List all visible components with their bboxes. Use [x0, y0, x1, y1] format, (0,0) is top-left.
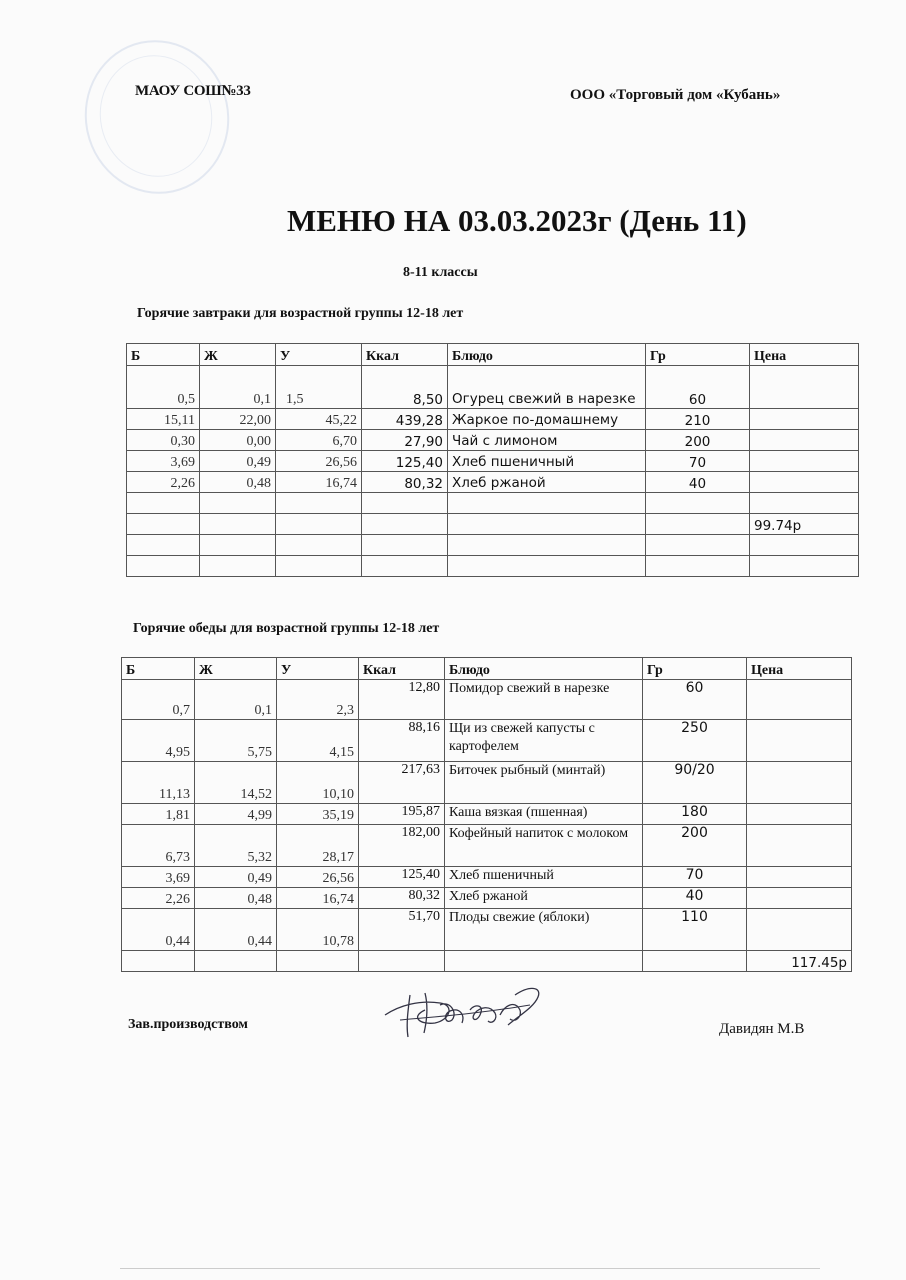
cell-price: [747, 804, 852, 825]
cell-u: 26,56: [277, 867, 359, 888]
cell-kcal: 125,40: [359, 867, 445, 888]
table-row: [122, 888, 852, 909]
cell-b: 3,69: [127, 451, 200, 472]
table-row: [122, 825, 852, 867]
col-header-dish: Блюдо: [445, 658, 643, 680]
col-header-u: У: [276, 344, 362, 366]
cell-gr: 70: [646, 451, 750, 472]
empty-row: [127, 493, 859, 514]
col-header-kcal: Ккал: [362, 344, 448, 366]
cell-u: 6,70: [276, 430, 362, 451]
cell-price: [747, 762, 852, 804]
cell-b: 15,11: [127, 409, 200, 430]
table-row: [127, 366, 859, 409]
cell-dish: Плоды свежие (яблоки): [445, 909, 643, 951]
table-row: [127, 409, 859, 430]
cell-kcal: 80,32: [362, 472, 448, 493]
cell-kcal: 182,00: [359, 825, 445, 867]
cell-price: [747, 720, 852, 762]
cell-dish: Хлеб ржаной: [448, 472, 646, 493]
cell-u: 16,74: [277, 888, 359, 909]
cell-price: [750, 472, 859, 493]
cell-gr: 180: [643, 804, 747, 825]
cell-u: 16,74: [276, 472, 362, 493]
cell-b: 0,7: [122, 680, 195, 720]
cell-zh: 0,48: [195, 888, 277, 909]
cell-gr: 210: [646, 409, 750, 430]
cell-gr: 110: [643, 909, 747, 951]
col-header-kcal: Ккал: [359, 658, 445, 680]
table-row: [127, 430, 859, 451]
cell-kcal: 217,63: [359, 762, 445, 804]
cell-zh: 0,48: [200, 472, 276, 493]
cell-kcal: 8,50: [362, 366, 448, 409]
breakfast-total: 99.74р: [750, 514, 859, 535]
table-row: [127, 472, 859, 493]
cell-dish: Щи из свежей капусты с картофелем: [445, 720, 643, 762]
cell-b: 4,95: [122, 720, 195, 762]
cell-u: 2,3: [277, 680, 359, 720]
signatory-name: Давидян М.В: [719, 1021, 805, 1037]
cell-price: [747, 909, 852, 951]
cell-u: 4,15: [277, 720, 359, 762]
cell-gr: 60: [643, 680, 747, 720]
cell-u: 35,19: [277, 804, 359, 825]
table-row: [122, 720, 852, 762]
cell-zh: 0,00: [200, 430, 276, 451]
cell-b: 2,26: [127, 472, 200, 493]
cell-price: [750, 366, 859, 409]
cell-zh: 0,49: [200, 451, 276, 472]
cell-gr: 40: [646, 472, 750, 493]
col-header-u: У: [277, 658, 359, 680]
cell-price: [750, 409, 859, 430]
grade-subtitle: 8-11 классы: [403, 265, 478, 280]
cell-zh: 0,49: [195, 867, 277, 888]
cell-dish: Помидор свежий в нарезке: [445, 680, 643, 720]
cell-u: 45,22: [276, 409, 362, 430]
table-header-row: [122, 658, 852, 680]
cell-gr: 60: [646, 366, 750, 409]
table-row: [122, 680, 852, 720]
cell-dish: Чай с лимоном: [448, 430, 646, 451]
cell-b: 2,26: [122, 888, 195, 909]
col-header-b: Б: [127, 344, 200, 366]
table-row: [122, 804, 852, 825]
cell-b: 0,30: [127, 430, 200, 451]
cell-zh: 5,75: [195, 720, 277, 762]
col-header-zh: Ж: [200, 344, 276, 366]
cell-zh: 4,99: [195, 804, 277, 825]
cell-gr: 200: [643, 825, 747, 867]
table-row: [122, 909, 852, 951]
cell-u: 10,78: [277, 909, 359, 951]
cell-dish: Биточек рыбный (минтай): [445, 762, 643, 804]
col-header-gr: Гр: [643, 658, 747, 680]
cell-price: [747, 825, 852, 867]
empty-row: [127, 535, 859, 556]
cell-gr: 250: [643, 720, 747, 762]
cell-price: [750, 451, 859, 472]
cell-price: [750, 430, 859, 451]
breakfast-section-title: Горячие завтраки для возрастной группы 12-18 лет: [137, 306, 464, 321]
cell-price: [747, 867, 852, 888]
cell-dish: Кофейный напиток с молоком: [445, 825, 643, 867]
signature-image: [380, 975, 550, 1050]
cell-dish: Хлеб ржаной: [445, 888, 643, 909]
cell-b: 0,5: [127, 366, 200, 409]
col-header-gr: Гр: [646, 344, 750, 366]
cell-u: 26,56: [276, 451, 362, 472]
table-row: [122, 867, 852, 888]
cell-zh: 0,1: [195, 680, 277, 720]
col-header-dish: Блюдо: [448, 344, 646, 366]
cell-zh: 14,52: [195, 762, 277, 804]
cell-dish: Жаркое по-домашнему: [448, 409, 646, 430]
cell-kcal: 125,40: [362, 451, 448, 472]
cell-dish: Хлеб пшеничный: [445, 867, 643, 888]
cell-kcal: 80,32: [359, 888, 445, 909]
cell-dish: Хлеб пшеничный: [448, 451, 646, 472]
cell-kcal: 195,87: [359, 804, 445, 825]
cell-b: 0,44: [122, 909, 195, 951]
cell-dish: Огурец свежий в нарезке: [448, 366, 646, 409]
cell-u: 10,10: [277, 762, 359, 804]
cell-price: [747, 680, 852, 720]
cell-u: 1,5: [276, 366, 362, 409]
cell-kcal: 88,16: [359, 720, 445, 762]
lunch-table: [121, 657, 852, 972]
cell-b: 11,13: [122, 762, 195, 804]
empty-row: [127, 556, 859, 577]
cell-b: 6,73: [122, 825, 195, 867]
cell-kcal: 27,90: [362, 430, 448, 451]
col-header-price: Цена: [750, 344, 859, 366]
supplier-name: ООО «Торговый дом «Кубань»: [570, 87, 781, 103]
position-label: Зав.производством: [128, 1017, 248, 1032]
cell-b: 3,69: [122, 867, 195, 888]
cell-gr: 90/20: [643, 762, 747, 804]
breakfast-table: [126, 343, 859, 577]
cell-zh: 5,32: [195, 825, 277, 867]
cell-gr: 40: [643, 888, 747, 909]
cell-kcal: 51,70: [359, 909, 445, 951]
lunch-total: 117.45р: [747, 951, 852, 972]
total-row: [127, 514, 859, 535]
cell-kcal: 439,28: [362, 409, 448, 430]
table-row: [122, 762, 852, 804]
school-name: МАОУ СОШ№33: [135, 83, 251, 99]
cell-b: 1,81: [122, 804, 195, 825]
cell-kcal: 12,80: [359, 680, 445, 720]
total-row: [122, 951, 852, 972]
page-title: МЕНЮ НА 03.03.2023г (День 11): [287, 203, 747, 238]
cell-price: [747, 888, 852, 909]
page-edge-line: [120, 1268, 820, 1269]
lunch-section-title: Горячие обеды для возрастной группы 12-18 лет: [133, 621, 440, 636]
cell-zh: 0,1: [200, 366, 276, 409]
cell-gr: 70: [643, 867, 747, 888]
col-header-b: Б: [122, 658, 195, 680]
table-header-row: [127, 344, 859, 366]
cell-u: 28,17: [277, 825, 359, 867]
col-header-price: Цена: [747, 658, 852, 680]
cell-zh: 22,00: [200, 409, 276, 430]
table-row: [127, 451, 859, 472]
cell-gr: 200: [646, 430, 750, 451]
cell-dish: Каша вязкая (пшенная): [445, 804, 643, 825]
cell-zh: 0,44: [195, 909, 277, 951]
col-header-zh: Ж: [195, 658, 277, 680]
